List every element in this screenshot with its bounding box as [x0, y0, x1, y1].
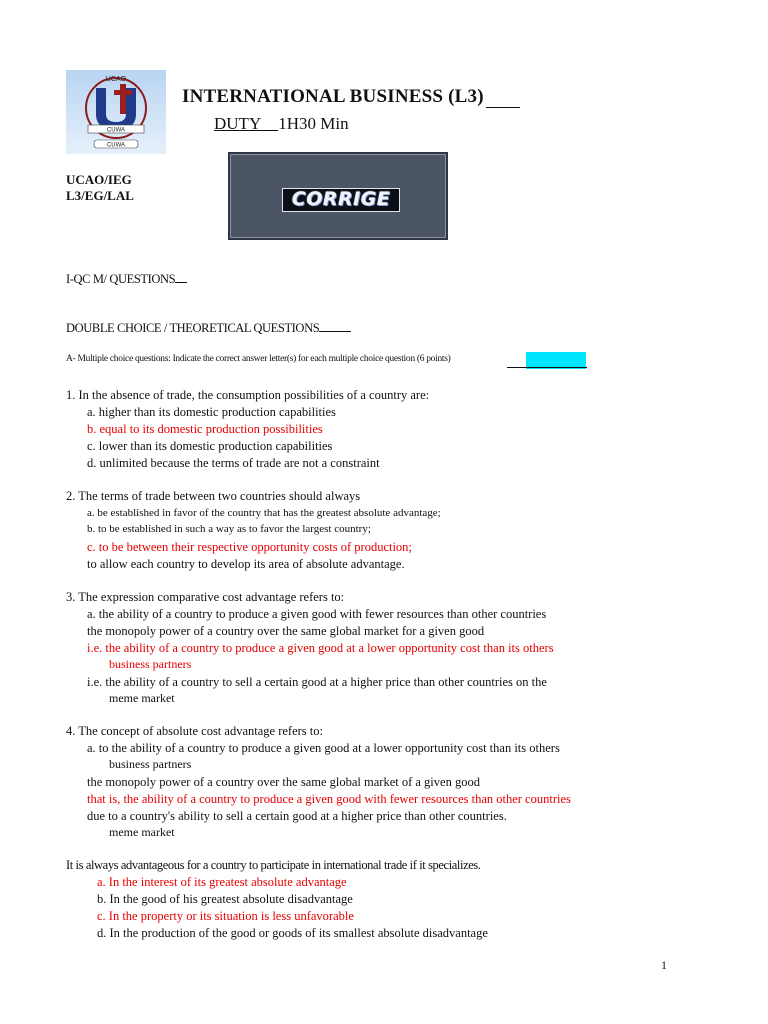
institution-line-1: UCAO/IEG [66, 172, 132, 187]
question-2-stem: 2. The terms of trade between two countries should always [66, 489, 361, 503]
q4-option-b: the monopoly power of a country over the same global market of a given good [87, 775, 480, 789]
university-logo [66, 70, 166, 154]
section-qcm [66, 271, 187, 287]
q3-option-b: the monopoly power of a country over the same global market for a given good [87, 624, 485, 638]
q3-option-d-cont: meme market [109, 691, 175, 705]
instruction-text: A- Multiple choice questions: Indicate the correct answer letter(s) for each multiple choice question (6 points) [66, 354, 451, 364]
stamp-text: CORRIGE [282, 188, 400, 212]
q2-option-a: a. be established in favor of the country that has the greatest absolute advantage; [87, 507, 441, 519]
q4-option-d: due to a country's ability to sell a certain good at a higher price than other countries. [87, 809, 507, 823]
q4-option-d-cont: meme market [109, 825, 175, 839]
answer-key-stamp [228, 152, 448, 240]
logo-band-text-2: CUWA [106, 142, 126, 149]
question-3-stem: 3. The expression comparative cost advantage refers to: [66, 590, 345, 604]
q4-option-c: that is, the ability of a country to produce a given good with fewer resources than other countries [87, 792, 571, 806]
q1-option-c: c. lower than its domestic production capabilities [87, 439, 333, 453]
q1-option-b: b. equal to its domestic production possibilities [87, 422, 323, 436]
section-qcm-text: I-QC M/ QUESTIONS [66, 272, 176, 286]
q3-option-a: a. the ability of a country to produce a given good with fewer resources than other countries [87, 607, 547, 621]
q2-option-d: to allow each country to develop its area of absolute advantage. [87, 557, 405, 571]
q2-option-b: b. to be established in such a way as to favor the largest country; [87, 523, 371, 535]
q1-option-d: d. unlimited because the terms of trade are not a constraint [87, 456, 380, 470]
title-underline [486, 93, 520, 108]
q3-option-c-cont: business partners [109, 657, 192, 671]
q4-option-a-cont: business partners [109, 757, 192, 771]
q3-option-c: i.e. the ability of a country to produce a given good at a lower opportunity cost than its others [87, 641, 554, 655]
q5-option-a: a. In the interest of its greatest absolute advantage [97, 875, 347, 889]
duration-line [214, 114, 349, 134]
logo-top-text: UCAO [105, 76, 127, 83]
q3-option-d: i.e. the ability of a country to sell a certain good at a higher price than other countries on the [87, 675, 547, 689]
question-5-stem: It is always advantageous for a country to participate in international trade if it specializes. [66, 858, 481, 872]
logo-band-text-1: CUWA [106, 127, 126, 134]
q4-option-a: a. to the ability of a country to produce a given good at a lower opportunity cost than its others [87, 741, 560, 755]
institution-line-2: L3/EG/LAL [66, 188, 134, 203]
section-double-choice-text: DOUBLE CHOICE / THEORETICAL QUESTIONS [66, 321, 320, 335]
q1-option-a: a. higher than its domestic production capabilities [87, 405, 336, 419]
section-double-choice [66, 320, 351, 336]
page-number: 1 [661, 958, 667, 972]
question-4-stem: 4. The concept of absolute cost advantage refers to: [66, 724, 323, 738]
q2-option-c: c. to be between their respective opportunity costs of production; [87, 540, 412, 554]
q5-option-d: d. In the production of the good or goods of its smallest absolute disadvantage [97, 926, 488, 940]
q5-option-b: b. In the good of his greatest absolute disadvantage [97, 892, 353, 906]
q5-option-c: c. In the property or its situation is less unfavorable [97, 909, 354, 923]
duty-label: DUTY [214, 114, 262, 133]
instruction-underline [507, 367, 587, 368]
exam-title [182, 86, 520, 108]
duty-value: 1H30 Min [278, 114, 349, 133]
question-1-stem: 1. In the absence of trade, the consumption possibilities of a country are: [66, 388, 430, 402]
exam-title-text: INTERNATIONAL BUSINESS (L3) [182, 86, 484, 107]
